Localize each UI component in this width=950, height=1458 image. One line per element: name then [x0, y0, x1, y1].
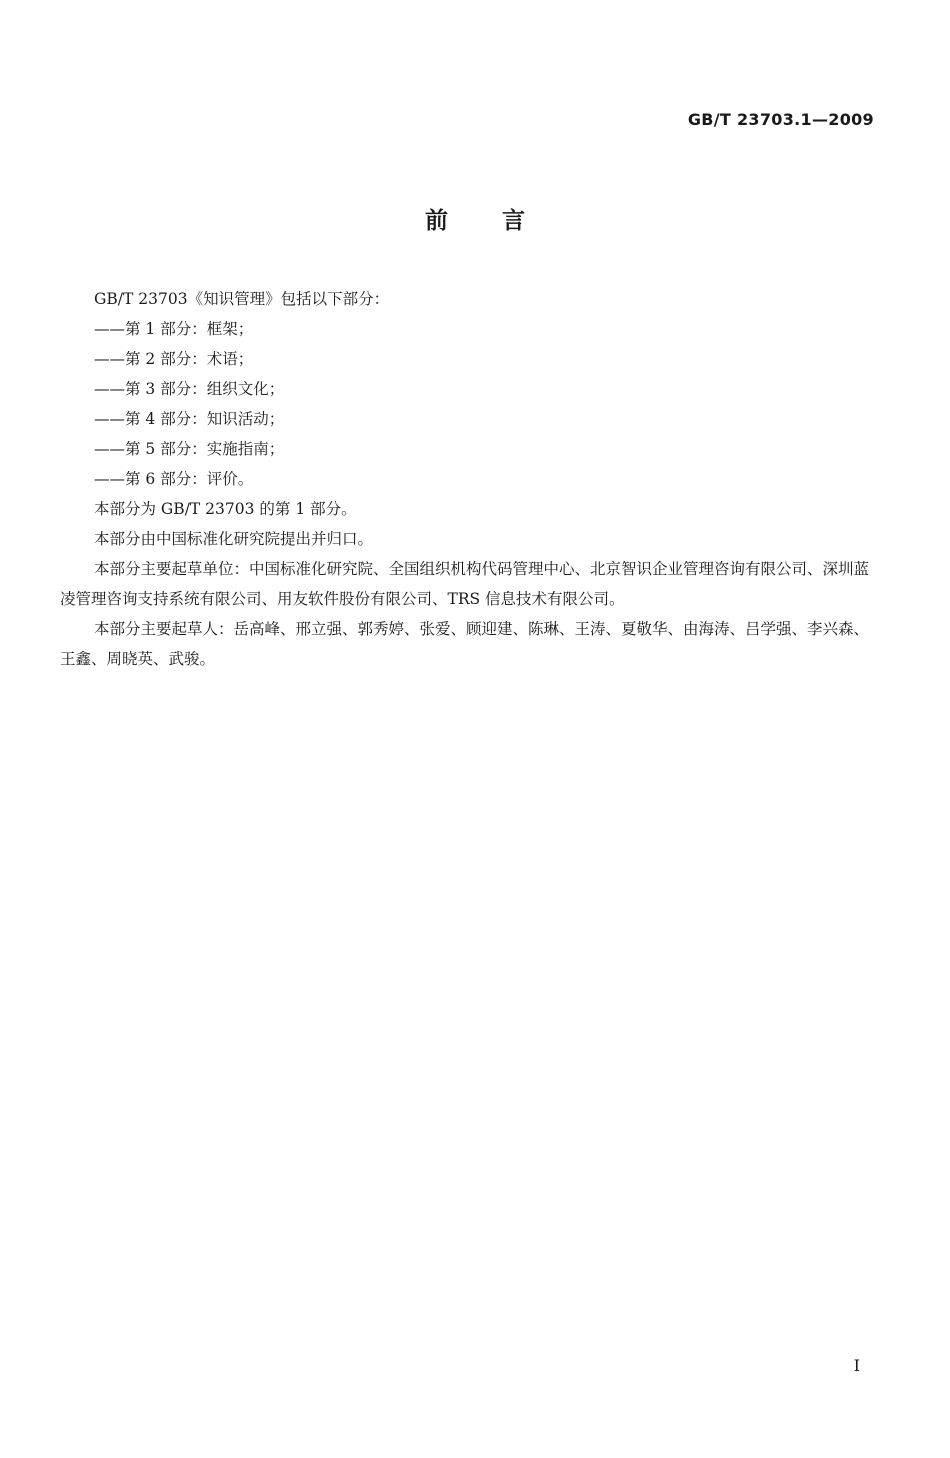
- proposer-paragraph: 本部分由中国标准化研究院提出并归口。: [94, 530, 374, 548]
- part-list-item: ——第 5 部分：实施指南；: [94, 440, 285, 458]
- standard-number: GB/T 23703.1—2009: [687, 110, 874, 129]
- part-list-item: ——第 3 部分：组织文化；: [94, 380, 285, 398]
- scope-paragraph: 本部分为 GB/T 23703 的第 1 部分。: [94, 500, 357, 518]
- page-number: I: [853, 1356, 860, 1375]
- document-body: [60, 284, 872, 674]
- part-list-item: ——第 2 部分：术语；: [94, 350, 254, 368]
- part-list-item: ——第 1 部分：框架；: [94, 320, 254, 338]
- drafting-units-paragraph: 本部分主要起草单位：中国标准化研究院、全国组织机构代码管理中心、北京智识企业管理咨询有限公司、深圳蓝凌管理咨询支持系统有限公司、用友软件股份有限公司、TRS 信息技术有限公司。: [60, 560, 870, 608]
- part-list-item: ——第 4 部分：知识活动；: [94, 410, 285, 428]
- drafters-paragraph: 本部分主要起草人：岳高峰、邢立强、郭秀婷、张爱、顾迎建、陈琳、王涛、夏敬华、由海涛、吕学强、李兴森、王鑫、周晓英、武骏。: [60, 620, 870, 668]
- part-list-item: ——第 6 部分：评价。: [94, 470, 254, 488]
- intro-paragraph: GB/T 23703《知识管理》包括以下部分：: [94, 290, 390, 308]
- page-title: 前言: [425, 208, 579, 234]
